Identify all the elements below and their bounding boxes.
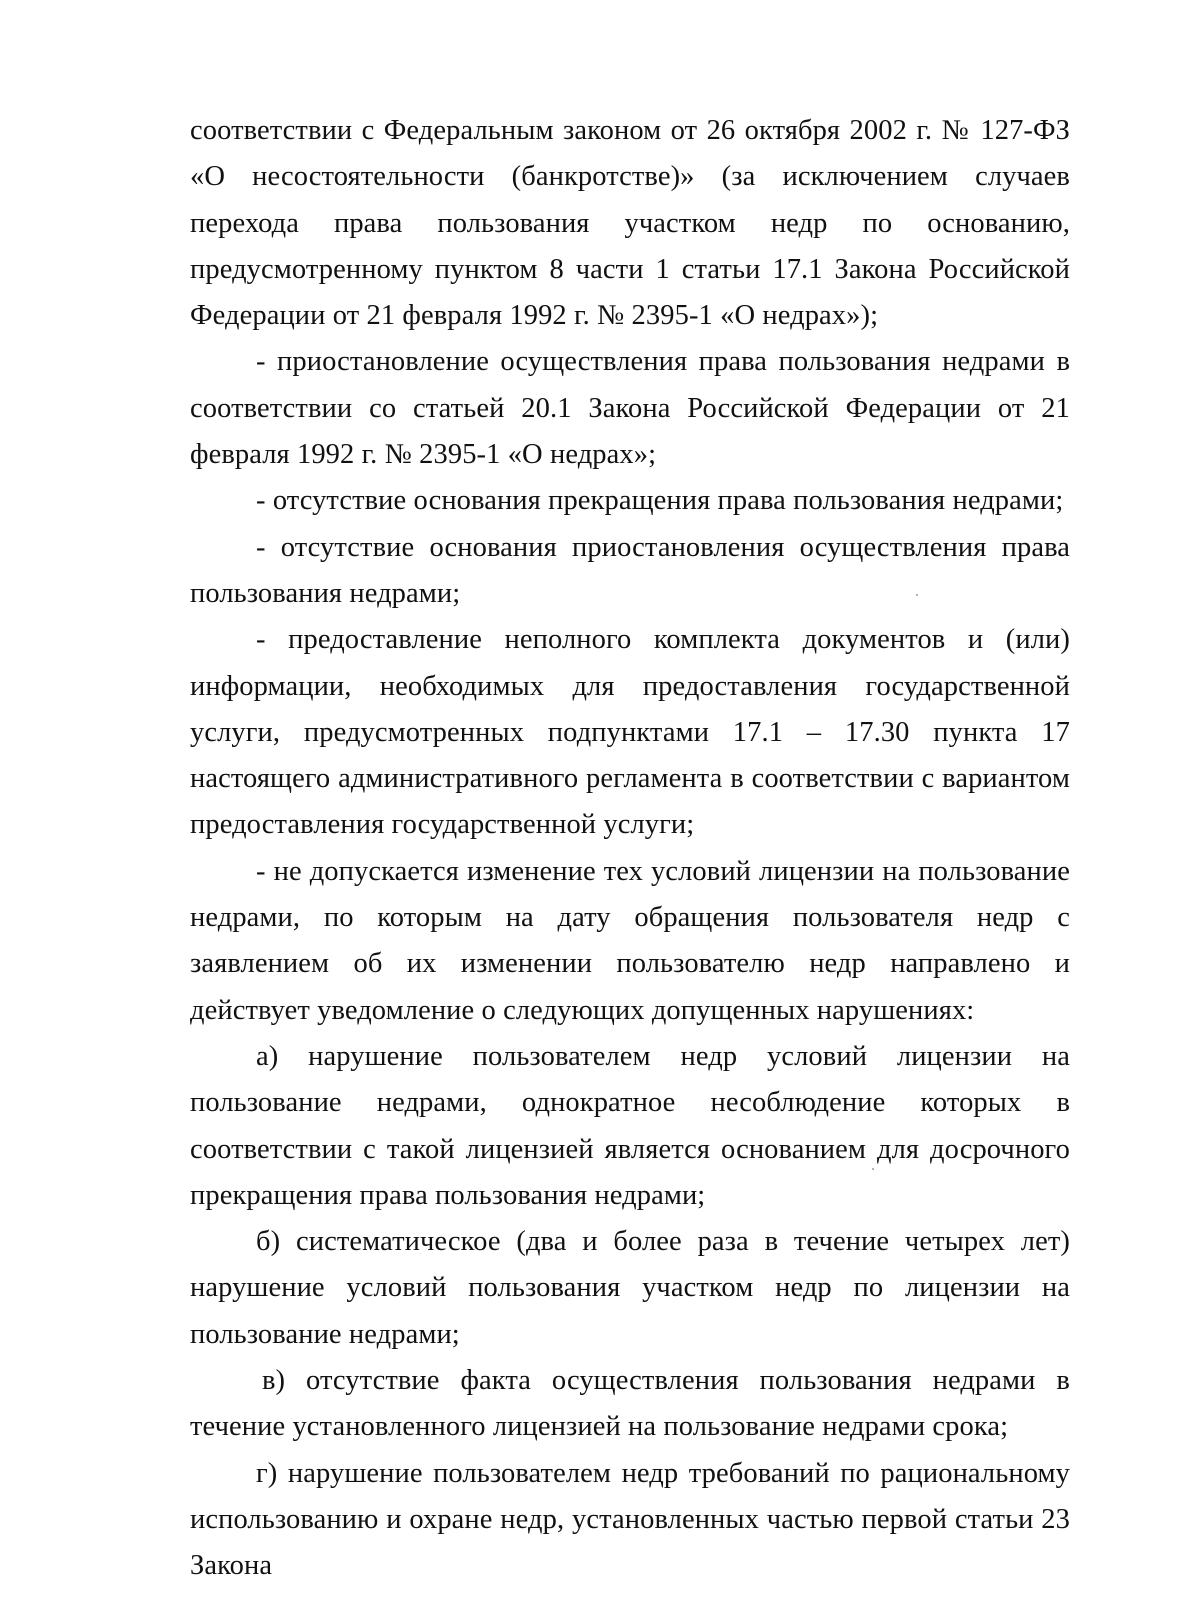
paragraph-no-suspension-basis: - отсутствие основания приостановления осуществления права пользования недрами; (190, 531, 1070, 609)
paragraph-continuation: соответствии с Федеральным законом от 26 октября 2002 г. № 127-ФЗ «О несостоятельности (банкротстве)» (за исключением случаев перехода права пользования участком недр по основанию, предусмотренному пунктом 8 части 1 статьи 17.1 Закона Российской Федерации от 21 февраля 1992 г. № 2395-1 «О недрах»); (190, 115, 1070, 332)
paragraph-incomplete-documents: - предоставление неполного комплекта документов и (или) информации, необходимых для предоставления государственной услуги, предусмотренных подпунктами 17.1 – 17.30 пункта 17 настоящего административного регламента в соответствии с вариантом предоставления государственной услуги; (190, 624, 1070, 841)
paragraph-item-a: а) нарушение пользователем недр условий лицензии на пользование недрами, однократное несоблюдение которых в соответствии с такой лицензией является основанием для досрочного прекращения права пользования недрами; (190, 1040, 1070, 1211)
paragraph-item-v: в) отсутствие факта осуществления пользования недрами в течение установленного лицензией на пользование недрами срока; (190, 1365, 1070, 1443)
paragraph-item-g: г) нарушение пользователем недр требований по рациональному использованию и охране недр, установленных частью первой статьи 23 Закона (190, 1457, 1070, 1582)
scan-speck (916, 594, 918, 596)
document-body (190, 108, 1070, 1590)
paragraph-item-b: б) систематическое (два и более раза в течение четырех лет) нарушение условий пользования участком недр по лицензии на пользование недрами; (190, 1226, 1070, 1350)
paragraph-no-termination-basis: - отсутствие основания прекращения права пользования недрами; (256, 485, 1064, 517)
scan-speck (872, 1168, 874, 1170)
paragraph-suspension: - приостановление осуществления права пользования недрами в соответствии со статьей 20.1 Закона Российской Федерации от 21 февраля 1992 г. № 2395-1 «О недрах»; (190, 346, 1070, 471)
paragraph-license-change-restriction: - не допускается изменение тех условий лицензии на пользование недрами, по которым на дату обращения пользователя недр с заявлением об их изменении пользователю недр направлено и действует уведомление о следующих допущенных нарушениях: (190, 855, 1070, 1026)
